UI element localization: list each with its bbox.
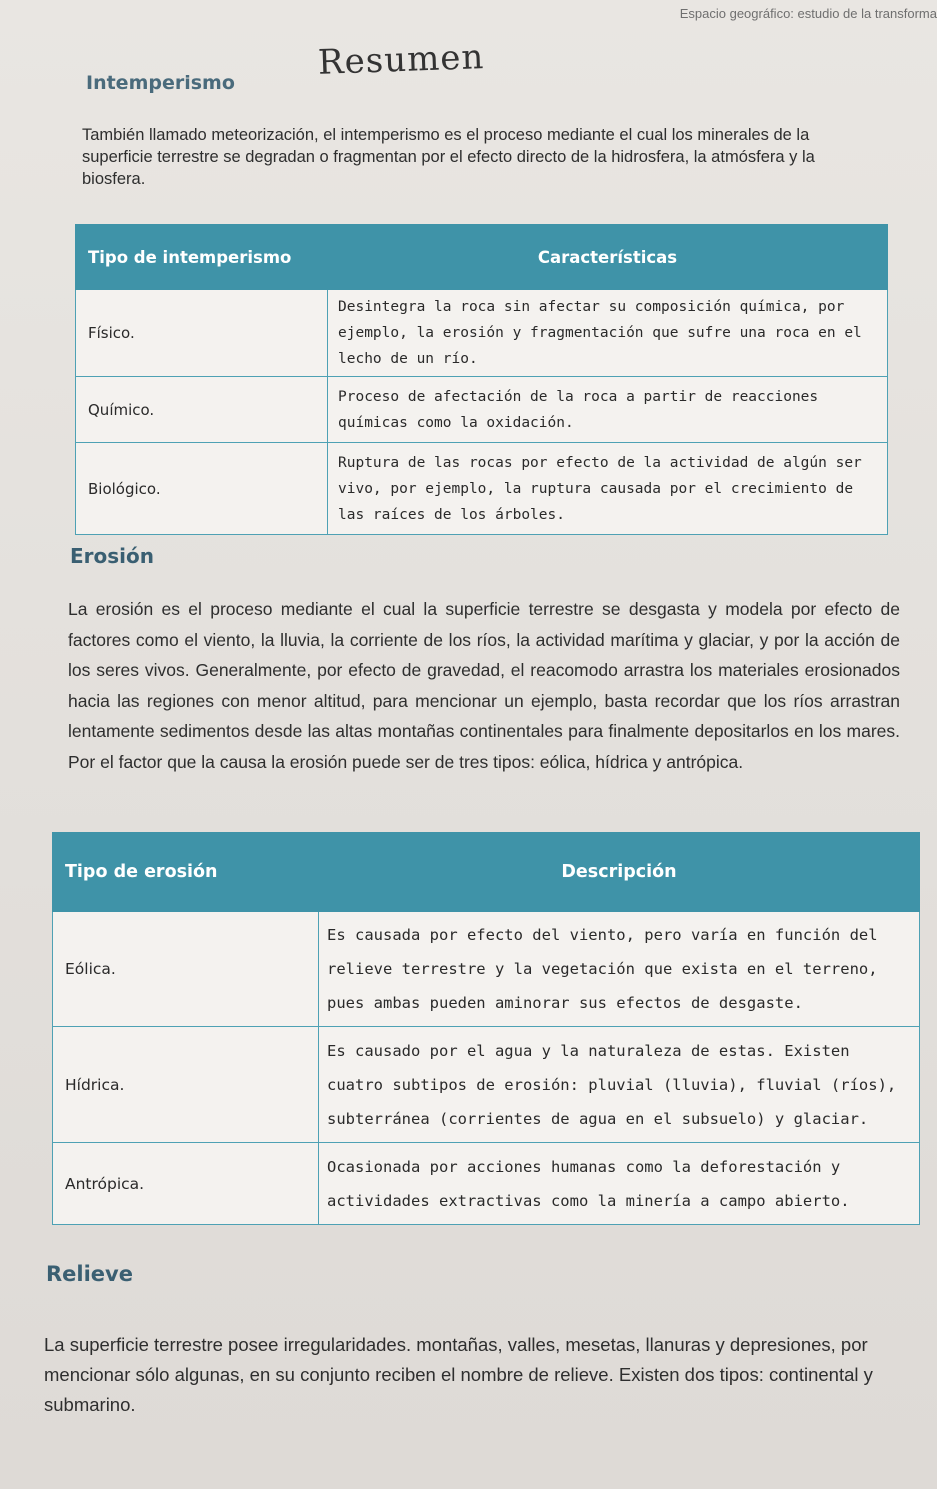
erosion-title: Erosión xyxy=(70,544,155,568)
relieve-paragraph: La superficie terrestre posee irregularidades. montañas, valles, mesetas, llanuras y depresiones, por mencionar sólo algunas, en su conjunto reciben el nombre de relieve. Existen dos tipos: continental y submarino. xyxy=(44,1334,873,1415)
running-head: Espacio geográfico: estudio de la transforma xyxy=(679,6,937,21)
intemperismo-title: Intemperismo xyxy=(86,72,235,94)
type-cell: Químico. xyxy=(76,377,328,443)
table-row xyxy=(53,1143,920,1225)
intemperismo-paragraph: También llamado meteorización, el intemperismo es el proceso mediante el cual los minerales de la superficie terrestre se degradan o fragmentan por el efecto directo de la hidrosfera, la atmósfera y la biosfera. xyxy=(82,126,815,188)
description-cell: Ocasionada por acciones humanas como la deforestación y actividades extractivas como la minería a campo abierto. xyxy=(319,1143,920,1225)
type-cell: Hídrica. xyxy=(53,1027,319,1143)
relieve-title: Relieve xyxy=(46,1262,133,1286)
column-header: Características xyxy=(328,225,888,290)
erosion-table xyxy=(52,832,920,1225)
type-cell: Biológico. xyxy=(76,443,328,535)
description-cell: Es causada por efecto del viento, pero varía en función del relieve terrestre y la vegetación que exista en el terreno, pues ambas pueden aminorar sus efectos de desgaste. xyxy=(319,912,920,1027)
type-cell: Físico. xyxy=(76,290,328,377)
table-row xyxy=(76,377,888,443)
description-cell: Desintegra la roca sin afectar su composición química, por ejemplo, la erosión y fragmentación que sufre una roca en el lecho de un río. xyxy=(328,290,888,377)
description-cell: Proceso de afectación de la roca a partir de reacciones químicas como la oxidación. xyxy=(328,377,888,443)
table-header-row xyxy=(53,833,920,912)
table-row xyxy=(53,1027,920,1143)
handwritten-note: Resumen xyxy=(317,37,485,83)
table-row xyxy=(76,290,888,377)
erosion-paragraph: La erosión es el proceso mediante el cual la superficie terrestre se desgasta y modela por efecto de factores como el viento, la lluvia, la corriente de los ríos, la actividad marítima y glaciar, y por la acción de los seres vivos. Generalmente, por efecto de gravedad, el reacomodo arrastra los materiales erosionados hacia las regiones con menor altitud, para mencionar un ejemplo, basta recordar que los ríos arrastran lentamente sedimentos desde las altas montañas continentales para finalmente depositarlos en los mares. Por el factor que la causa la erosión puede ser de tres tipos: eólica, hídrica y antrópica. xyxy=(68,599,900,772)
table-row xyxy=(76,443,888,535)
intemperismo-table xyxy=(75,224,888,535)
column-header: Descripción xyxy=(319,833,920,912)
column-header: Tipo de intemperismo xyxy=(76,225,328,290)
description-cell: Es causado por el agua y la naturaleza de estas. Existen cuatro subtipos de erosión: pluvial (lluvia), fluvial (ríos), subterránea (corrientes de agua en el subsuelo) y glaciar. xyxy=(319,1027,920,1143)
table-row xyxy=(53,912,920,1027)
table-header-row xyxy=(76,225,888,290)
column-header: Tipo de erosión xyxy=(53,833,319,912)
type-cell: Eólica. xyxy=(53,912,319,1027)
description-cell: Ruptura de las rocas por efecto de la actividad de algún ser vivo, por ejemplo, la ruptura causada por el crecimiento de las raíces de los árboles. xyxy=(328,443,888,535)
type-cell: Antrópica. xyxy=(53,1143,319,1225)
